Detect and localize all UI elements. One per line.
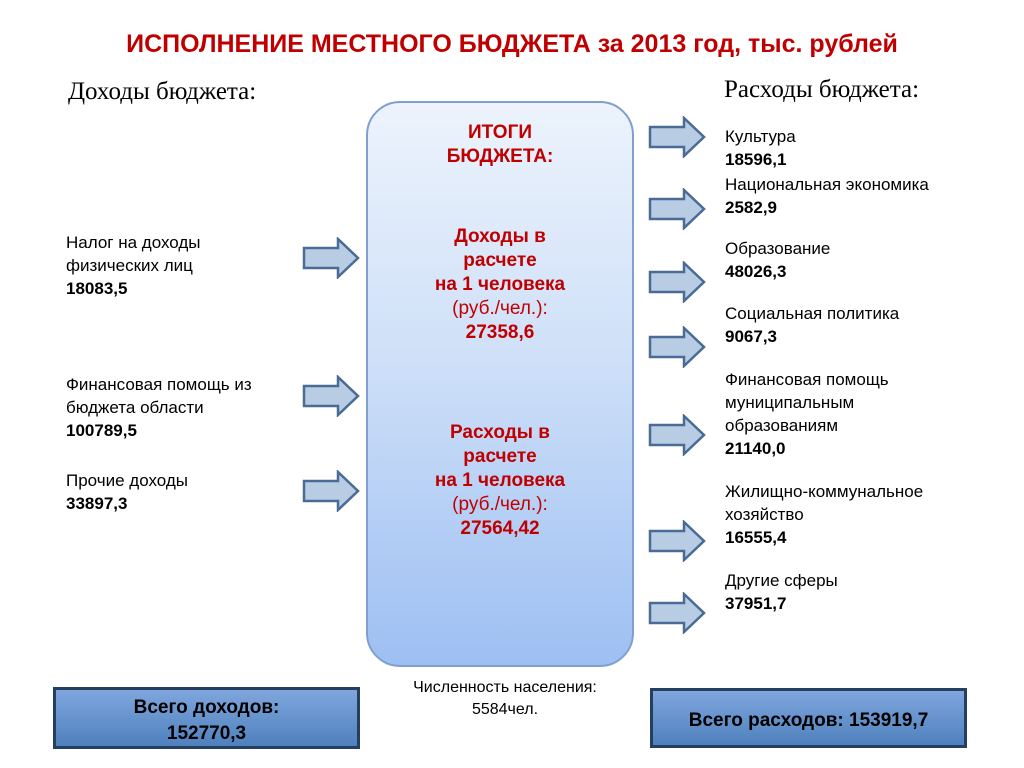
arrow-right-icon: [648, 261, 706, 303]
expense-per-capita: Расходы в расчете на 1 человека (руб./чел.): 27564,42: [368, 421, 632, 541]
expense-value: 21140,0: [725, 439, 786, 458]
income-item-regional-aid: Финансовая помощь из бюджета области 100789,5: [66, 375, 252, 440]
arrow-right-icon: [302, 237, 360, 279]
income-heading: Доходы бюджета:: [68, 78, 257, 105]
arrow-right-icon: [648, 188, 706, 230]
expense-item-social-policy: Социальная политика 9067,3: [725, 304, 900, 346]
total-income-box: Всего доходов: 152770,3: [53, 687, 360, 749]
summary-heading: ИТОГИ БЮДЖЕТА:: [446, 122, 554, 167]
expense-value: 16555,4: [725, 528, 787, 547]
arrow-right-icon: [648, 520, 706, 562]
income-value: 100789,5: [66, 421, 137, 440]
expense-item-education: Образование 48026,3: [725, 239, 831, 281]
title-rest: за 2013 год, тыс. рублей: [590, 30, 898, 58]
expense-value: 48026,3: [725, 262, 787, 281]
total-expense-box: Всего расходов: 153919,7: [650, 688, 967, 748]
population-note: Численность населения: 5584чел.: [413, 679, 597, 718]
expense-item-housing: Жилищно-коммунальное хозяйство 16555,4: [725, 482, 924, 547]
expense-item-municipal-aid: Финансовая помощь муниципальным образованиям 21140,0: [725, 370, 889, 458]
arrow-right-icon: [648, 414, 706, 456]
arrow-right-icon: [648, 326, 706, 368]
expense-value: 37951,7: [725, 594, 787, 613]
expense-value: 2582,9: [725, 198, 777, 217]
title-main: ИСПОЛНЕНИЕ МЕСТНОГО БЮДЖЕТА: [126, 30, 591, 58]
expense-value: 18596,1: [725, 150, 787, 169]
budget-summary-box: [366, 101, 634, 667]
arrow-right-icon: [648, 592, 706, 634]
income-per-capita-value: 27358,6: [465, 322, 535, 343]
income-item-other: Прочие доходы 33897,3: [66, 471, 188, 513]
expense-item-other: Другие сферы 37951,7: [725, 571, 838, 613]
expense-per-capita-value: 27564,42: [460, 518, 540, 539]
arrow-right-icon: [302, 375, 360, 417]
expense-value: 9067,3: [725, 327, 777, 346]
expense-heading: Расходы бюджета:: [724, 76, 920, 103]
arrow-right-icon: [648, 116, 706, 158]
income-per-capita: Доходы в расчете на 1 человека (руб./чел.): 27358,6: [368, 225, 632, 345]
total-income-value: 152770,3: [166, 723, 247, 744]
income-value: 18083,5: [66, 279, 128, 298]
expense-item-economy: Национальная экономика 2582,9: [725, 175, 929, 217]
income-value: 33897,3: [66, 494, 128, 513]
page-title: [0, 30, 1024, 59]
income-item-tax: Налог на доходы физических лиц 18083,5: [66, 233, 201, 298]
expense-item-culture: Культура 18596,1: [725, 127, 796, 169]
arrow-right-icon: [302, 470, 360, 512]
